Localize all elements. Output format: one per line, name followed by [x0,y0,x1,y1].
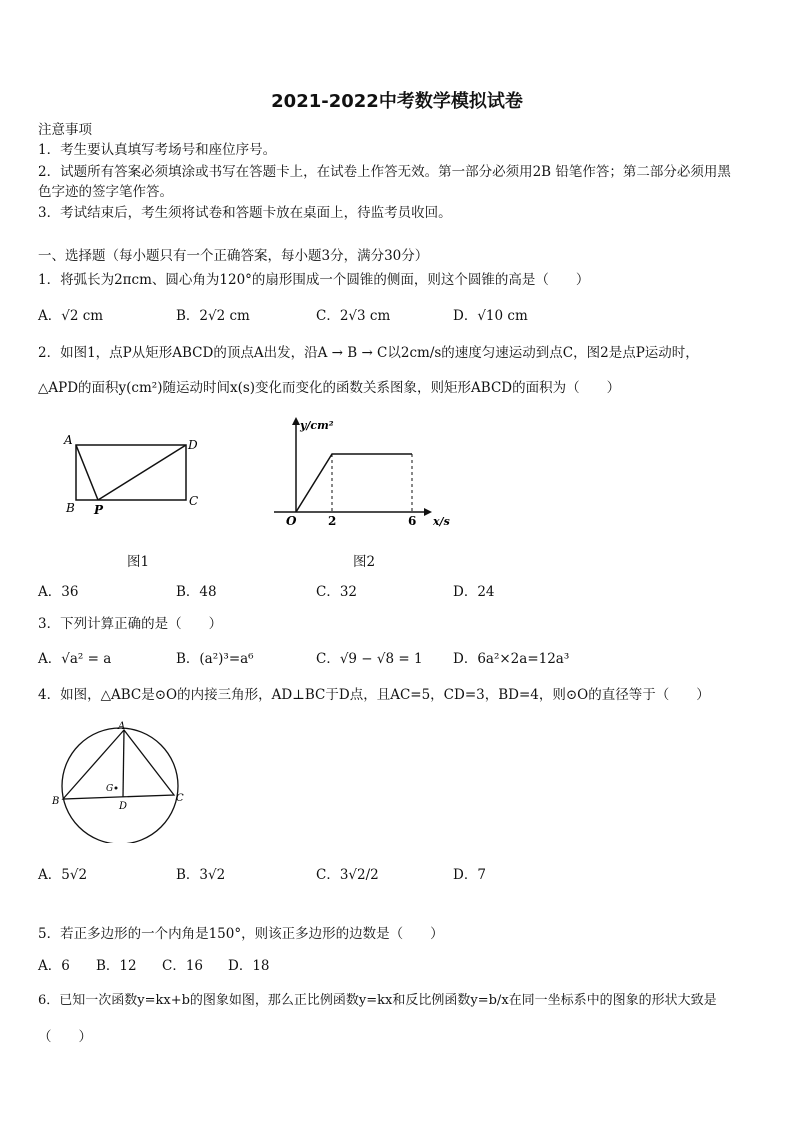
q4-option-c: C．3√2/2 [316,867,379,883]
fig1-label-p: P [94,503,104,517]
q1-option-d: D．√10 cm [453,308,528,324]
fig2-tick-2: 2 [328,514,337,528]
y-axis-arrow [292,417,300,425]
notice-item-1: 1．考生要认真填写考场号和座位序号。 [38,142,277,158]
fig2-origin-label: O [286,514,297,528]
q3-stem: 3．下列计算正确的是（ ） [38,616,223,632]
area-graph-line [296,454,412,512]
circle-o [62,728,178,843]
q2-figure1 [60,430,210,520]
q2-option-a: A．36 [38,584,79,600]
q4-label-c: C [176,793,184,804]
q2-figure1-caption: 图1 [127,554,150,570]
notice-item-2-cont: 色字迹的签字笔作答。 [38,184,173,200]
q3-option-c: C．√9 − √8 = 1 [316,651,423,667]
q6-stem-line2: （ ） [38,1029,92,1045]
notice-heading: 注意事项 [38,122,92,138]
q4-option-b: B．3√2 [176,867,226,883]
q2-option-b: B．48 [176,584,217,600]
q4-figure [50,718,200,843]
q4-option-a: A．5√2 [38,867,88,883]
q2-stem-line2: △APD的面积y(cm²)随运动时间x(s)变化而变化的函数关系图象，则矩形ABCD的面积为（ ） [38,380,621,396]
fig1-label-c: C [189,494,199,508]
rectangle-abcd [76,445,186,500]
notice-item-2: 2．试题所有答案必须填涂或书写在答题卡上，在试卷上作答无效。第一部分必须用2B 铅笔作答；第二部分必须用黑 [38,164,731,180]
q1-option-c: C．2√3 cm [316,308,391,324]
q4-label-d: D [119,801,128,812]
segment-pd [98,445,186,500]
x-axis-arrow [424,508,432,516]
q2-option-d: D．24 [453,584,495,600]
q5-option-d: D．18 [228,958,270,974]
notice-item-3: 3．考试结束后，考生须将试卷和答题卡放在桌面上，待监考员收回。 [38,205,452,221]
q4-option-d: D．7 [453,867,486,883]
section-heading: 一、选择题（每小题只有一个正确答案，每小题3分，满分30分） [38,248,429,264]
q5-option-a: A．6 [38,958,70,974]
q3-option-d: D．6a²×2a=12a³ [453,651,570,667]
fig1-label-a: A [64,433,73,447]
page-title: 2021-2022中考数学模拟试卷 [271,91,523,112]
q3-option-a: A．√a² = a [38,651,112,667]
q6-stem-line1: 6．已知一次函数y=kx+b的图象如图，那么正比例函数y=kx和反比例函数y=b/x在同一坐标系中的图象的形状大致是 [38,993,717,1008]
fig1-label-b: B [66,501,75,515]
q2-option-c: C．32 [316,584,358,600]
q1-option-b: B．2√2 cm [176,308,250,324]
fig2-y-label: y/cm² [300,419,334,432]
q4-label-b: B [52,796,60,807]
triangle-abc [63,730,174,799]
q3-option-b: B．(a²)³=a⁶ [176,651,254,667]
fig2-tick-6: 6 [408,514,417,528]
q4-stem: 4．如图，△ABC是⊙O的内接三角形，AD⊥BC于D点，且AC=5，CD=3，BD=4，则⊙O的直径等于（ ） [38,687,710,703]
q4-label-g: G [106,784,114,794]
q1-stem: 1．将弧长为2πcm、圆心角为120°的扇形围成一个圆锥的侧面，则这个圆锥的高是（ ） [38,272,590,288]
q4-label-a: A [118,721,126,732]
q2-figure2-caption: 图2 [353,554,376,570]
q5-option-c: C．16 [162,958,204,974]
q2-figure2 [270,415,470,530]
fig1-label-d: D [188,438,198,452]
fig2-x-label: x/s [433,515,450,528]
center-point [115,787,118,790]
q2-stem-line1: 2．如图1，点P从矩形ABCD的顶点A出发，沿A → B → C以2cm/s的速度匀速运动到点C，图2是点P运动时， [38,345,699,361]
q1-option-a: A．√2 cm [38,308,104,324]
q5-option-b: B．12 [96,958,137,974]
q5-stem: 5．若正多边形的一个内角是150°，则该正多边形的边数是（ ） [38,926,444,942]
segment-ap [76,445,98,500]
segment-ad [123,730,124,797]
